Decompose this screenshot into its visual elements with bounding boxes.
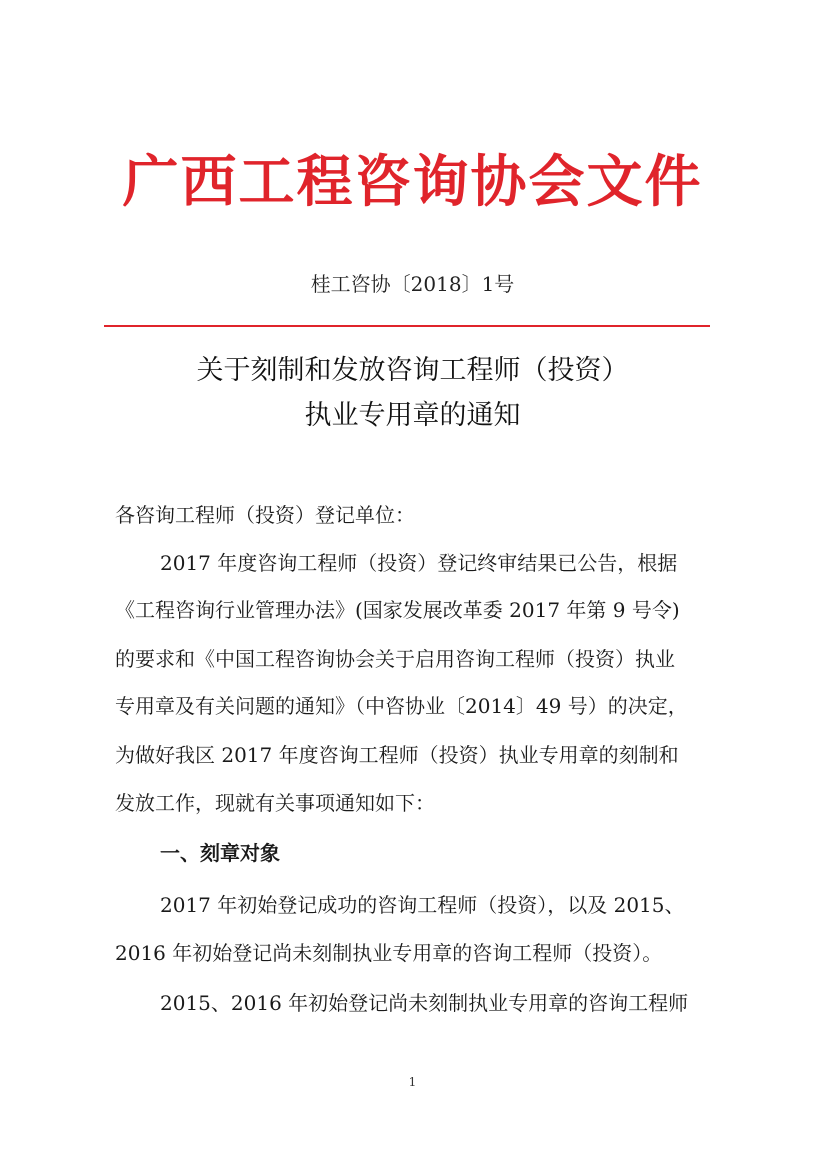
- body-line-3: 的要求和《中国工程咨询协会关于启用咨询工程师（投资）执业: [115, 647, 675, 671]
- notice-title-line-1: 关于刻制和发放咨询工程师（投资）: [196, 355, 629, 386]
- section1-line-1: 2017 年初始登记成功的咨询工程师（投资），以及 2015、: [160, 893, 685, 917]
- body-line-6: 发放工作，现就有关事项通知如下：: [115, 791, 435, 815]
- salutation: 各咨询工程师（投资）登记单位：: [115, 503, 415, 527]
- page-number: 1: [408, 1075, 417, 1089]
- section-heading-1: 一、刻章对象: [160, 841, 280, 865]
- document-number: 桂工咨协〔2018〕1号: [310, 272, 515, 296]
- section1-line-2: 2016 年初始登记尚未刻制执业专用章的咨询工程师（投资）。: [115, 941, 663, 965]
- body-line-1: 2017 年度咨询工程师（投资）登记终审结果已公告，根据: [160, 551, 678, 575]
- body-line-5: 为做好我区 2017 年度咨询工程师（投资）执业专用章的刻制和: [115, 743, 679, 767]
- notice-title-line-2: 执业专用章的通知: [304, 400, 521, 431]
- body-line-2: 《工程咨询行业管理办法》(国家发展改革委 2017 年第 9 号令): [115, 598, 680, 622]
- document-header-title: 广西工程咨询协会文件: [122, 149, 703, 215]
- section1-line-3: 2015、2016 年初始登记尚未刻制执业专用章的咨询工程师: [160, 991, 689, 1015]
- body-line-4: 专用章及有关问题的通知》（中咨协业〔2014〕49 号）的决定，: [115, 694, 688, 718]
- red-divider-line: [104, 325, 710, 327]
